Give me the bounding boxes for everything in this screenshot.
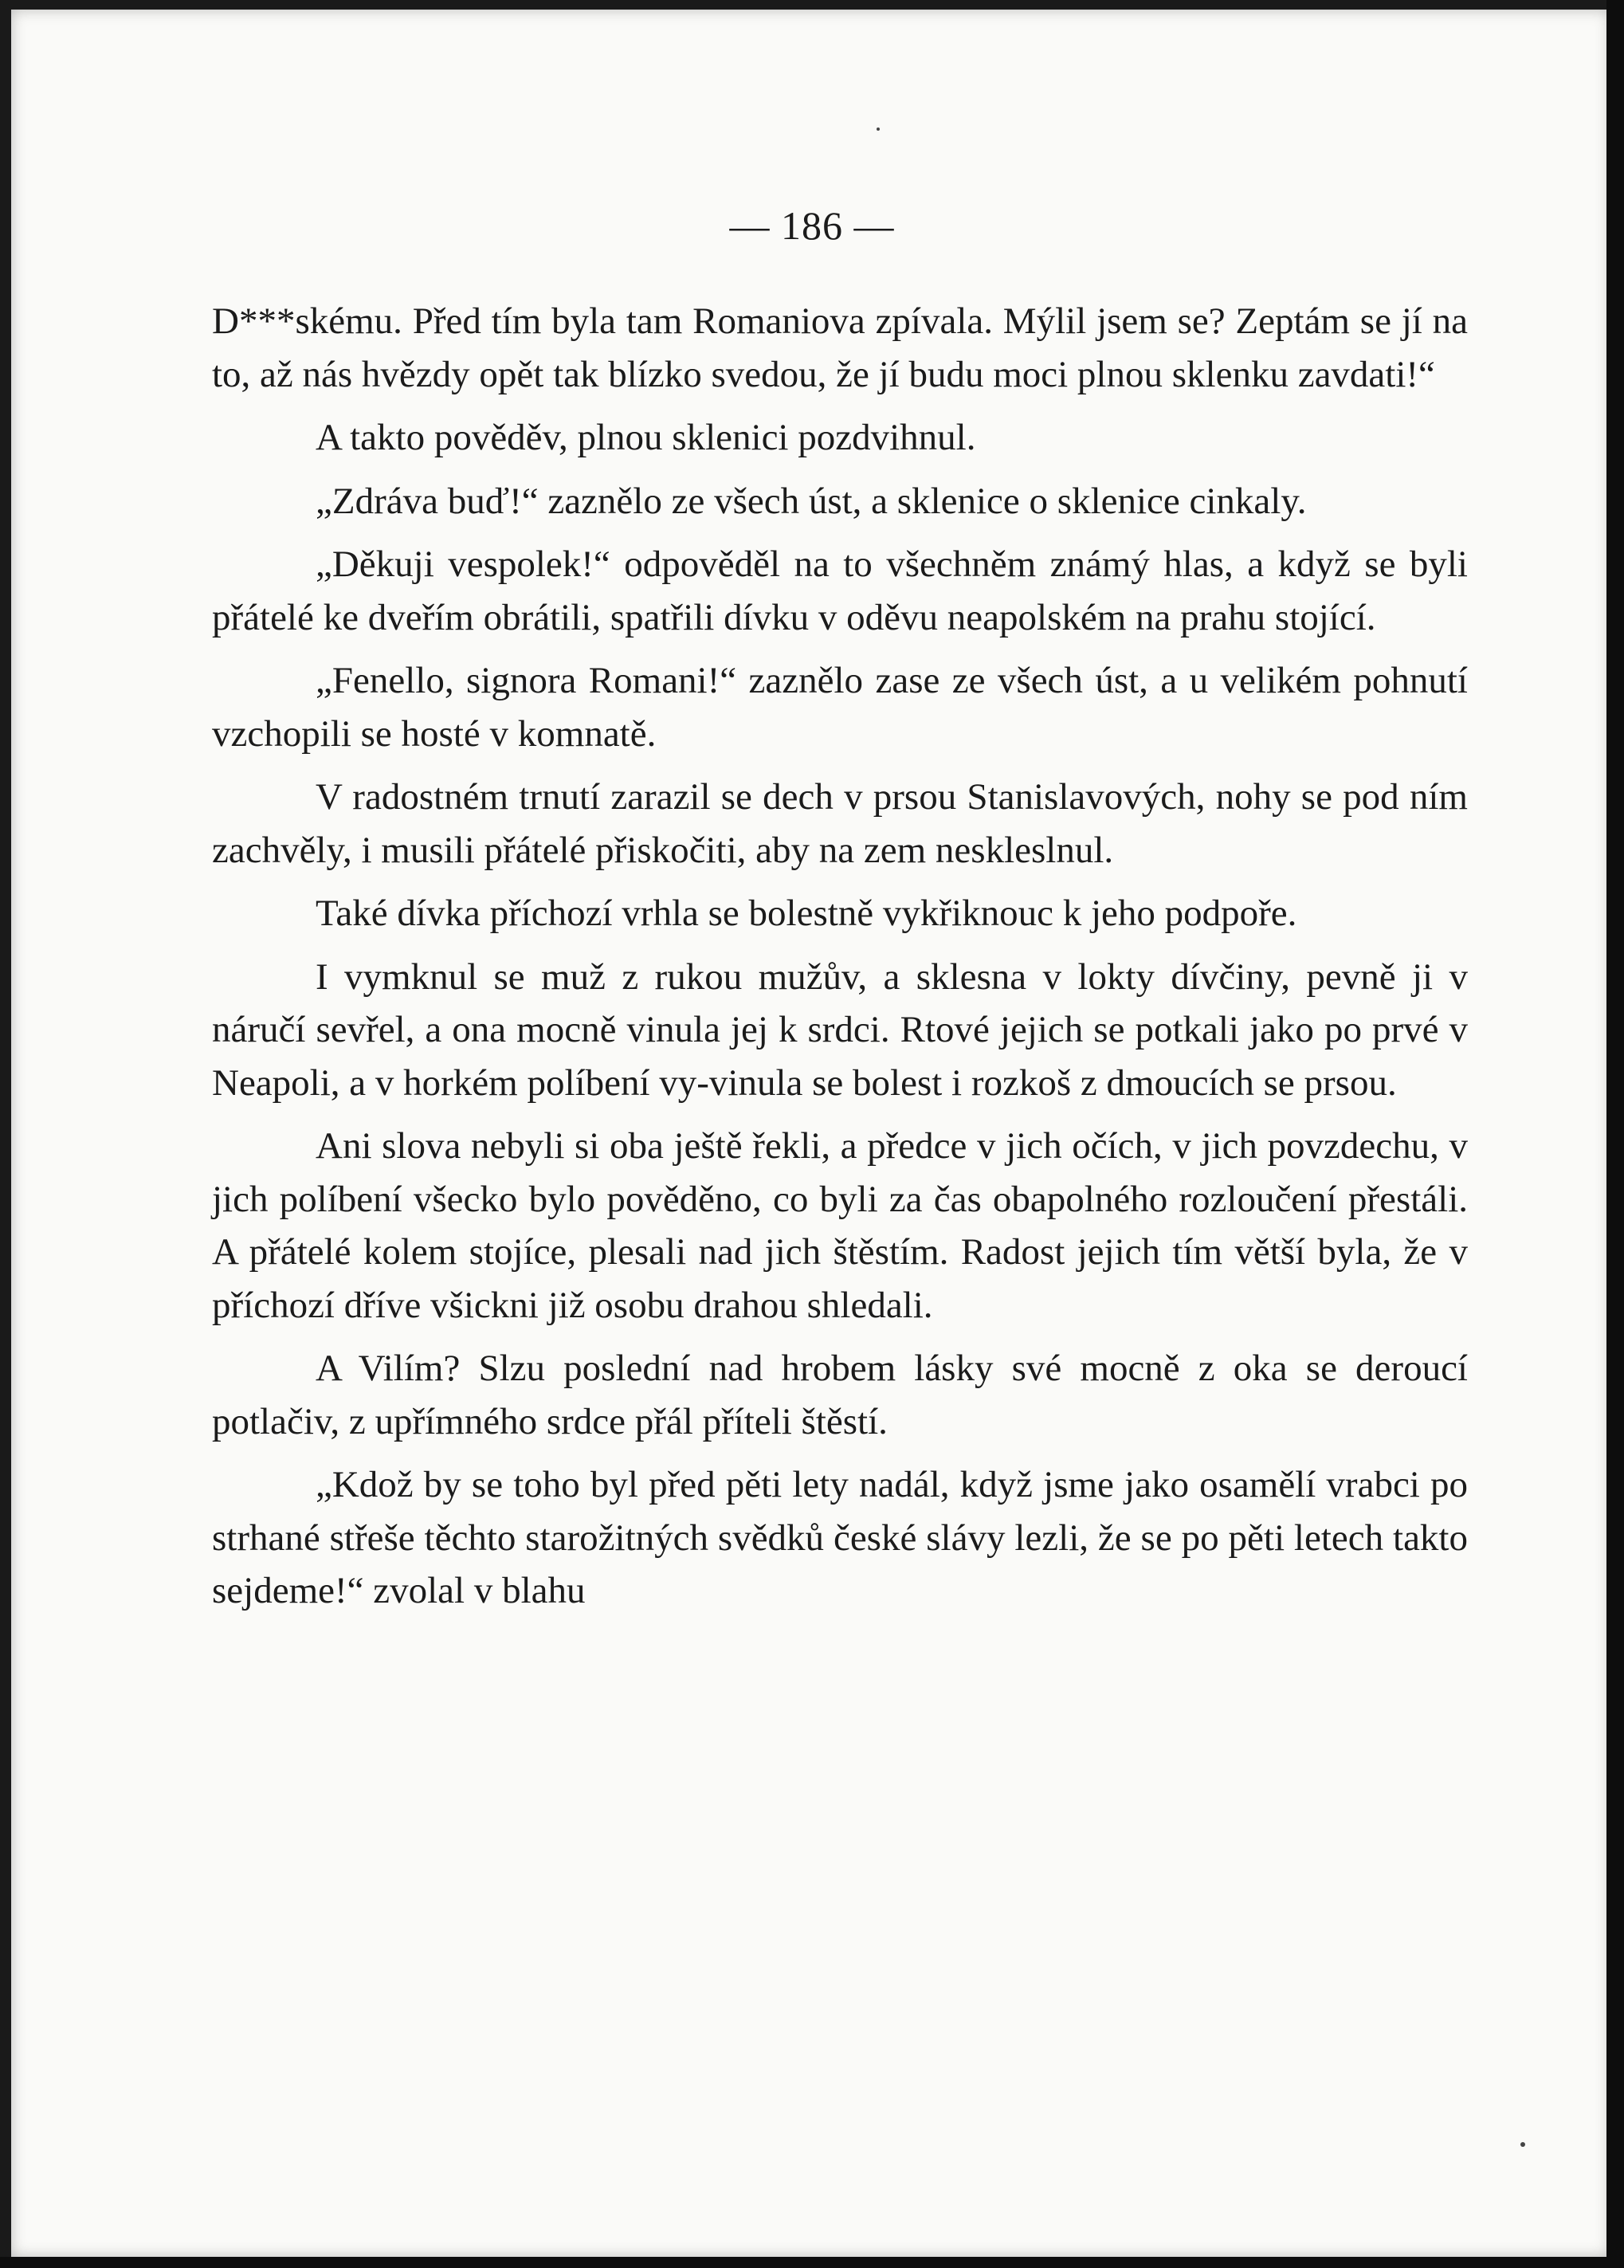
- scan-speck: [1520, 2142, 1525, 2147]
- scan-edge-right: [1606, 0, 1624, 2268]
- paragraph: I vymknul se muž z rukou mužův, a sklesna v lokty dívčiny, pevně ji v náručí sevřel, a ona mocně vinula jej k srdci. Rtové jejich se potkali jako po prvé v Neapoli, a v horkém políbení vy-vinula se bolest i rozkoš z dmoucích se prsou.: [212, 955, 1468, 1104]
- paragraph: Také dívka příchozí vrhla se bolestně vykřiknouc k jeho podpoře.: [316, 893, 1297, 934]
- paragraph: „Fenello, signora Romani!“ zaznělo zase ze všech úst, a u velikém pohnutí vzchopili se hosté v komnatě.: [212, 660, 1468, 755]
- body-text: [212, 295, 1468, 1628]
- paragraph: D***skému. Před tím byla tam Romaniova zpívala. Mýlil jsem se? Zeptám se jí na to, až nás hvězdy opět tak blízko svedou, že jí budu moci plnou sklenku zavdati!“: [212, 300, 1468, 395]
- paragraph: „Zdráva buď!“ zaznělo ze všech úst, a sklenice o sklenice cinkaly.: [316, 480, 1307, 522]
- paragraph: „Kdož by se toho byl před pěti lety nadál, když jsme jako osamělí vrabci po strhané střeše těchto starožitných svědků české slávy lezli, že se po pěti letech takto sejdeme!“ zvolal v blahu: [212, 1464, 1468, 1611]
- scan-edge-bottom: [0, 2257, 1624, 2268]
- paragraph: V radostném trnutí zarazil se dech v prsou Stanislavových, nohy se pod ním zachvěly, i musili přátelé přiskočiti, aby na zem neskleslnul.: [212, 776, 1468, 871]
- paragraph: A takto pověděv, plnou sklenici pozdvihnul.: [316, 417, 976, 458]
- page-number: — 186 —: [729, 203, 895, 248]
- paragraph: Ani slova nebyli si oba ještě řekli, a předce v jich očích, v jich povzdechu, v jich políbení všecko bylo pověděno, co byli za čas obapolného rozloučení přestáli. A přátelé kolem stojíce, plesali nad jich štěstím. Radost jejich tím větší byla, že v příchozí dříve všickni již osobu drahou shledali.: [212, 1125, 1468, 1326]
- scan-speck: [877, 128, 880, 131]
- paragraph: A Vilím? Slzu poslední nad hrobem lásky své mocně z oka se deroucí potlačiv, z upřímného srdce přál příteli štěstí.: [212, 1348, 1468, 1442]
- paragraph: „Děkuji vespolek!“ odpověděl na to všechněm známý hlas, a když se byli přátelé ke dveřím obrátili, spatřili dívku v oděvu neapolském na prahu stojící.: [212, 543, 1468, 638]
